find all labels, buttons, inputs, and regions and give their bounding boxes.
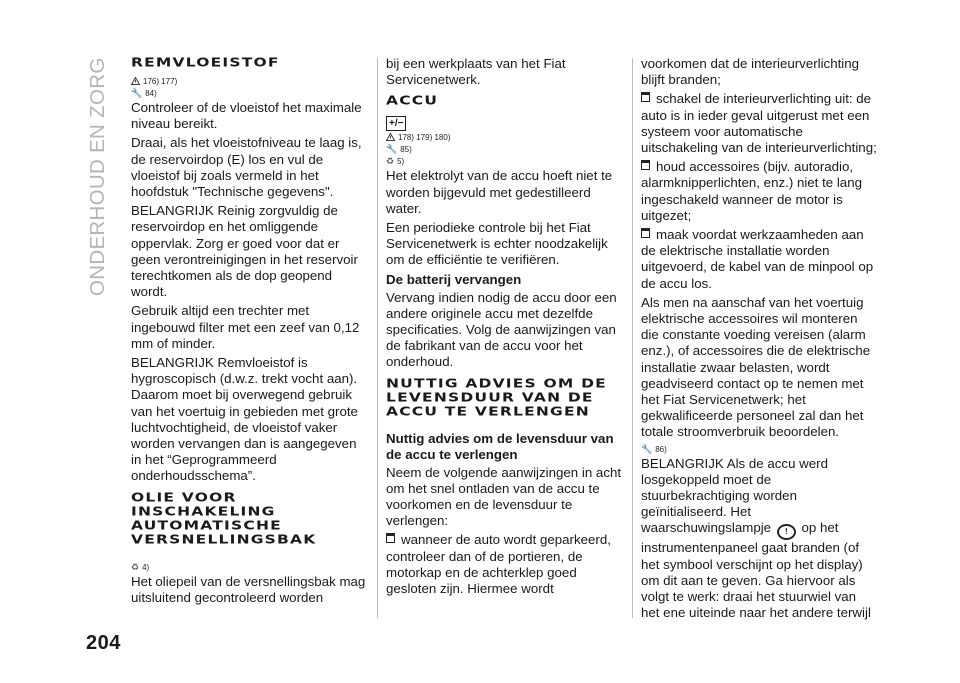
column-divider xyxy=(632,58,633,618)
paragraph: Draai, als het vloeistofniveau te laag is, de reservoirdop (E) los en vul de vloeistof bij zoals vermeld in het hoofdstuk "Technische gegevens". xyxy=(131,135,362,200)
reference-numbers: 85) xyxy=(400,145,412,155)
paragraph: Een periodieke controle bij het Fiat Servicenetwerk is echter noodzakelijk om de efficiëntie te verifiëren. xyxy=(386,220,608,268)
warning-reference xyxy=(386,132,622,143)
paragraph: Als men na aanschaf van het voertuig elektrische accessoires wil monteren die constante voeding vereisen (alarm enz.), of accessoires die de elektrische installatie zwaar belasten, wordt geadviseerd contact op te nemen met het Fiat Servicenetwerk; het gekwalificeerde personeel zal dan het totale stroomverbruik beoordelen. xyxy=(641,294,871,440)
reference-numbers: 178) 179) 180) xyxy=(398,133,451,143)
paragraph: BELANGRIJK Remvloeistof is hygroscopisch (d.w.z. trekt vocht aan). Daarom moet bij overwegend gebruik van het voertuig in gebieden met grote luchtvochtigheid, de vloeistof vaker worden vervangen dan is aangegeven in het “Geprogrammeerd onderhoudsschema”. xyxy=(131,355,358,484)
bullet-icon xyxy=(386,533,395,543)
warning-triangle-icon xyxy=(386,133,395,141)
column-3 xyxy=(641,56,877,625)
column-2 xyxy=(386,56,622,600)
paragraph: BELANGRIJK Reinig zorgvuldig de reservoirdop en het omliggende oppervlak. Zorg er goed voor dat er geen verontreinigingen in het reservoir terechtkomen als de dop geopend wordt. xyxy=(131,203,358,300)
bullet-text: schakel de interieurverlichting uit: de auto is in ieder geval uitgerust met een systeem voor automatische uitschakeling van de interieurverlichting; xyxy=(641,91,877,156)
heading-accu: ACCU xyxy=(386,93,439,109)
paragraph-text: BELANGRIJK Als de accu werd losgekoppeld moet de stuurbekrachtiging worden geïnitialiseerd. Het waarschuwingslampje xyxy=(641,455,828,536)
column-divider xyxy=(377,58,378,618)
bullet-text: maak voordat werkzaamheden aan de elektrische installatie worden uitgevoerd, de kabel van de minpool op de accu los. xyxy=(641,227,874,291)
caution-reference xyxy=(131,88,367,99)
environment-reference xyxy=(131,562,367,573)
battery-icon: +/− xyxy=(386,116,406,131)
paragraph-text: op het instrumentenpaneel gaat branden (of het symbool verschijnt op het display) om dit aan te geven. Ga hiervoor als volgt te werk: draai het stuurwiel van het ene uiteinde naar het andere terwijl xyxy=(641,520,871,621)
reference-numbers: 4) xyxy=(142,562,150,572)
heading-nuttig-advies: NUTTIG ADVIES OM DE LEVENSDUUR VAN DE ACCU TE VERLENGEN xyxy=(386,375,607,419)
subheading-batterij-vervangen: De batterij vervangen xyxy=(386,271,522,287)
bullet-item xyxy=(641,227,877,292)
page-number: 204 xyxy=(86,632,121,654)
bullet-text: wanneer de auto wordt geparkeerd, controleer dan of de portieren, de motorkap en de achterklep goed gesloten zijn. Hiermee wordt xyxy=(386,532,611,597)
paragraph: Controleer of de vloeistof het maximale niveau bereikt. xyxy=(131,100,362,132)
wrench-icon: 🔧 xyxy=(641,443,653,454)
heading-olie-versnellingsbak: OLIE VOOR INSCHAKELING AUTOMATISCHE VERSNELLINGSBAK xyxy=(131,489,317,547)
paragraph: voorkomen dat de interieurverlichting blijft branden; xyxy=(641,56,860,88)
environment-icon: ♻ xyxy=(131,561,140,572)
steering-warning-lamp-icon: ! xyxy=(777,524,796,540)
paragraph: Vervang indien nodig de accu door een andere originele accu met dezelfde specificaties. Volg de aanwijzingen van de fabrikant van de accu voor het onderhoud. xyxy=(386,289,617,370)
wrench-icon: 🔧 xyxy=(386,144,398,155)
reference-numbers: 84) xyxy=(145,89,157,98)
reference-numbers: 5) xyxy=(397,157,405,167)
wrench-icon: 🔧 xyxy=(131,88,143,98)
bullet-icon xyxy=(641,160,650,170)
warning-reference xyxy=(131,76,367,87)
environment-icon: ♻ xyxy=(386,156,395,167)
paragraph xyxy=(641,456,877,622)
bullet-icon xyxy=(641,92,650,102)
paragraph: Het oliepeil van de versnellingsbak mag uitsluitend gecontroleerd worden xyxy=(131,573,366,605)
reference-numbers: 176) 177) xyxy=(143,77,178,86)
column-1 xyxy=(131,56,367,609)
bullet-item xyxy=(641,159,877,224)
bullet-text: houd accessoires (bijv. autoradio, alarmknipperlichten, enz.) niet te lang ingeschakeld wanneer de motor is uitgezet; xyxy=(641,159,862,223)
caution-reference xyxy=(386,144,622,155)
subheading-nuttig-advies: Nuttig advies om de levensduur van de accu te verlengen xyxy=(386,430,614,462)
bullet-item xyxy=(386,532,622,597)
paragraph: Neem de volgende aanwijzingen in acht om het snel ontladen van de accu te voorkomen en de levensduur te verlengen: xyxy=(386,464,622,529)
bullet-item xyxy=(641,91,877,156)
environment-reference xyxy=(386,156,622,167)
paragraph: bij een werkplaats van het Fiat Servicenetwerk. xyxy=(386,56,566,88)
reference-numbers: 86) xyxy=(655,444,667,454)
paragraph: Het elektrolyt van de accu hoeft niet te worden bijgevuld met gedestilleerd water. xyxy=(386,168,613,216)
chapter-side-title: ONDERHOUD EN ZORG xyxy=(86,57,109,296)
paragraph: Gebruik altijd een trechter met ingebouwd filter met een zeef van 0,12 mm of minder. xyxy=(131,303,360,351)
warning-triangle-icon xyxy=(131,77,140,85)
heading-remvloeistof: REMVLOEISTOF xyxy=(131,55,280,70)
bullet-icon xyxy=(641,228,650,238)
caution-reference xyxy=(641,444,877,455)
